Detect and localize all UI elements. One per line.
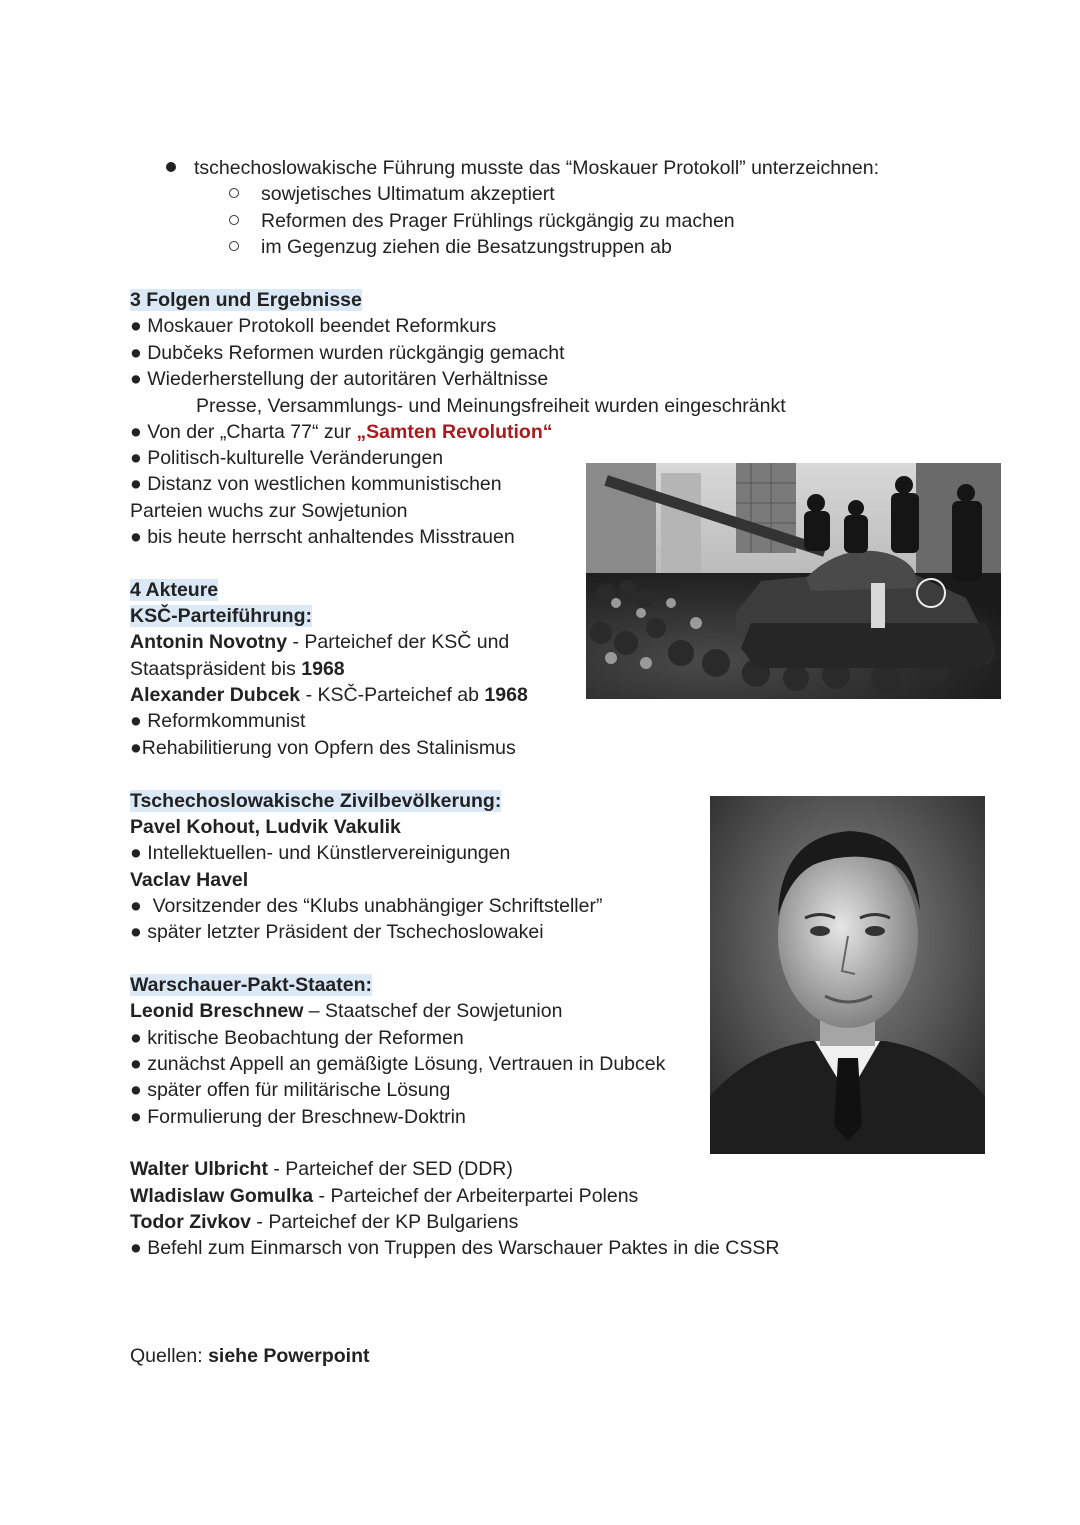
sources-label: Quellen:	[130, 1345, 209, 1367]
list-item: ● bis heute herrscht anhaltendes Misstrauen	[130, 526, 515, 548]
intro-bullet-text: tschechoslowakische Führung musste das “Moskauer Protokoll” unterzeichnen:	[194, 157, 879, 179]
subheading-warschau	[130, 973, 372, 997]
highlight-text: „Samten Revolution“	[356, 421, 553, 443]
list-item-text: Rehabilitierung von Opfern des Stalinismus	[141, 737, 516, 759]
list-item-text: Politisch-kulturelle Veränderungen	[147, 447, 444, 469]
actor-name: Wladislaw Gomulka	[130, 1185, 314, 1207]
actor-name: Antonin Novotny	[130, 631, 288, 653]
actor-dubcek	[130, 683, 528, 707]
list-item: ● Wiederherstellung der autoritären Verhältnisse	[130, 368, 549, 390]
actor-desc: Staatspräsident bis	[130, 658, 302, 680]
actor-desc: - Parteichef der SED (DDR)	[267, 1158, 513, 1180]
actor-desc: - Parteichef der Arbeiterpartei Polens	[313, 1185, 639, 1207]
intro-sub-item: sowjetisches Ultimatum akzeptiert	[261, 183, 555, 205]
actor-gomulka	[130, 1184, 638, 1208]
portrait-photo	[710, 796, 985, 1154]
subheading-text: Tschechoslowakische Zivilbevölkerung:	[130, 790, 502, 812]
list-item-text: Von der „Charta 77“ zur	[147, 421, 357, 443]
actor-desc: - KSČ-Parteichef ab	[300, 684, 485, 706]
hollow-bullet-icon	[229, 215, 239, 225]
year: 1968	[484, 684, 528, 706]
actor-novotny	[130, 630, 509, 654]
actor-breschnew	[130, 999, 562, 1023]
actor-zivkov	[130, 1210, 518, 1234]
actor-name: Vaclav Havel	[130, 869, 249, 891]
list-item-text: bis heute herrscht anhaltendes Misstrauen	[147, 526, 515, 548]
portrait-graphic	[710, 796, 985, 1154]
subheading-text: Warschauer-Pakt-Staaten:	[130, 974, 373, 996]
list-item: ● später offen für militärische Lösung	[130, 1079, 451, 1101]
section-heading-akteure	[130, 578, 218, 602]
list-item-text: kritische Beobachtung der Reformen	[147, 1027, 464, 1049]
list-item-text: Formulierung der Breschnew-Doktrin	[147, 1106, 466, 1128]
list-item: ● Vorsitzender des “Klubs unabhängiger Schriftsteller”	[130, 895, 603, 917]
list-item-text: zunächst Appell an gemäßigte Lösung, Vertrauen in Dubcek	[147, 1053, 666, 1075]
list-item: ● Befehl zum Einmarsch von Truppen des Warschauer Paktes in die CSSR	[130, 1237, 780, 1259]
list-item-text: Wiederherstellung der autoritären Verhältnisse	[147, 368, 549, 390]
tank-photo-graphic	[586, 463, 1001, 699]
list-item: ●Rehabilitierung von Opfern des Stalinismus	[130, 737, 516, 759]
actor-desc: - Parteichef der KP Bulgariens	[250, 1211, 519, 1233]
continuation-text: Parteien wuchs zur Sowjetunion	[130, 500, 408, 522]
list-item: ● zunächst Appell an gemäßigte Lösung, Vertrauen in Dubcek	[130, 1053, 666, 1075]
actor-desc: – Staatschef der Sowjetunion	[303, 1000, 563, 1022]
list-item: ● Moskauer Protokoll beendet Reformkurs	[130, 315, 497, 337]
section-heading-folgen	[130, 288, 362, 312]
actor-name: Pavel Kohout, Ludvik Vakulik	[130, 816, 401, 838]
actor-name: Walter Ulbricht	[130, 1158, 268, 1180]
section-heading-text: 3 Folgen und Ergebnisse	[130, 289, 362, 311]
actor-desc: - Parteichef der KSČ und	[287, 631, 510, 653]
year: 1968	[301, 658, 345, 680]
intro-bullet	[166, 156, 879, 180]
actor-name: Alexander Dubcek	[130, 684, 301, 706]
list-item-text: Moskauer Protokoll beendet Reformkurs	[147, 315, 497, 337]
list-item-text: Befehl zum Einmarsch von Truppen des Warschauer Paktes in die CSSR	[147, 1237, 780, 1259]
list-item: ● Politisch-kulturelle Veränderungen	[130, 447, 444, 469]
list-item-text: Intellektuellen- und Künstlervereinigungen	[147, 842, 511, 864]
actor-name: Leonid Breschnew	[130, 1000, 304, 1022]
hollow-bullet-icon	[229, 188, 239, 198]
section-heading-text: 4 Akteure	[130, 579, 219, 601]
list-item: ● später letzter Präsident der Tschechoslowakei	[130, 921, 544, 943]
sources-value: siehe Powerpoint	[208, 1345, 370, 1367]
list-item: ● Dubčeks Reformen wurden rückgängig gemacht	[130, 342, 565, 364]
subheading-zivil	[130, 789, 501, 813]
sources-line	[130, 1344, 370, 1368]
actor-novotny-line2	[130, 657, 345, 681]
actor-havel	[130, 868, 248, 892]
actor-ulbricht	[130, 1157, 513, 1181]
bullet-icon	[166, 162, 176, 172]
list-item-text: Dubčeks Reformen wurden rückgängig gemacht	[147, 342, 565, 364]
list-item: ● Von der „Charta 77“ zur „Samten Revolution“	[130, 421, 553, 443]
list-item-text: später offen für militärische Lösung	[147, 1079, 451, 1101]
list-item-text: Distanz von westlichen kommunistischen	[147, 473, 502, 495]
subheading-text: KSČ-Parteiführung:	[130, 605, 312, 627]
list-item: ● Formulierung der Breschnew-Doktrin	[130, 1106, 466, 1128]
list-item: ● Reformkommunist	[130, 710, 306, 732]
indented-note: Presse, Versammlungs- und Meinungsfreiheit wurden eingeschränkt	[196, 395, 786, 417]
list-item: ● Distanz von westlichen kommunistischen	[130, 473, 502, 495]
list-item: ● kritische Beobachtung der Reformen	[130, 1027, 464, 1049]
actor-name: Todor Zivkov	[130, 1211, 251, 1233]
list-item-text: Vorsitzender des “Klubs unabhängiger Schriftsteller”	[152, 895, 603, 917]
list-item-text: Reformkommunist	[147, 710, 306, 732]
hollow-bullet-icon	[229, 241, 239, 251]
list-item-text: später letzter Präsident der Tschechoslowakei	[147, 921, 544, 943]
tank-photo	[586, 463, 1001, 699]
list-item: ● Intellektuellen- und Künstlervereinigungen	[130, 842, 511, 864]
intro-sub-item: Reformen des Prager Frühlings rückgängig zu machen	[261, 210, 735, 232]
subheading-ksc	[130, 604, 312, 628]
actor-names	[130, 815, 401, 839]
intro-sub-item: im Gegenzug ziehen die Besatzungstruppen ab	[261, 236, 672, 258]
